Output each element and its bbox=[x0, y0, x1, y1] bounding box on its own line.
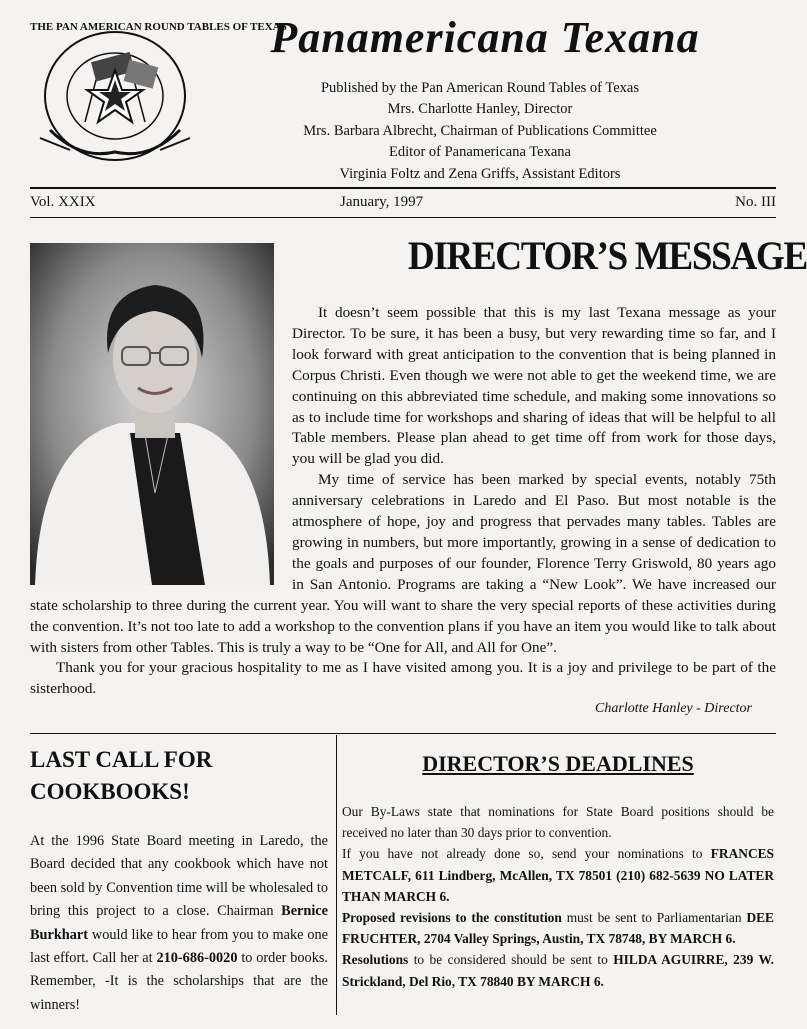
organization-logo bbox=[30, 21, 287, 170]
director-signature: Charlotte Hanley - Director bbox=[595, 701, 752, 716]
deadline-text: to be considered should be sent to bbox=[408, 952, 614, 968]
cookbooks-text: would like to hear from you to make one last effort. Call her at bbox=[30, 926, 328, 967]
header-divider-bottom bbox=[30, 217, 776, 218]
resolutions-address: HILDA AGUIRRE, 239 W. Strickland, Del Rio, TX 78840 BY MARCH 6. bbox=[342, 952, 774, 989]
deadline-paragraph bbox=[342, 907, 774, 949]
publisher-line: Mrs. Barbara Albrecht, Chairman of Publications Committee bbox=[303, 122, 657, 139]
publisher-line: Virginia Foltz and Zena Griffs, Assistant Editors bbox=[339, 165, 621, 182]
publisher-line: Mrs. Charlotte Hanley, Director bbox=[387, 101, 573, 118]
nomination-address: FRANCES METCALF, 611 Lindberg, McAllen, TX 78501 (210) 682-5639 NO LATER THAN MARCH 6. bbox=[342, 846, 774, 904]
deadline-text: must be sent to Parliamentarian bbox=[561, 910, 747, 926]
publisher-line: Editor of Panamericana Texana bbox=[389, 144, 571, 161]
constitution-address: DEE FRUCHTER, 2704 Valley Springs, Austin, TX 78748, BY MARCH 6. bbox=[342, 910, 774, 947]
publisher-info bbox=[230, 78, 730, 185]
directors-message-heading: DIRECTOR’S MESSAGE bbox=[407, 233, 807, 278]
cookbooks-text: to order books. Remember, -It is the scholarships that are the winners! bbox=[30, 950, 328, 1013]
cookbooks-body bbox=[30, 830, 328, 1017]
section-divider bbox=[30, 733, 776, 734]
deadline-paragraph: Our By-Laws state that nominations for State Board positions should be received no later than 30 days prior to convention. bbox=[342, 804, 774, 841]
issue-number: No. III bbox=[735, 194, 776, 210]
chairman-name: Bernice Burkhart bbox=[30, 903, 328, 943]
directors-message-body bbox=[30, 303, 776, 700]
cookbooks-text: At the 1996 State Board meeting in Laredo, the Board decided that any cookbook which have not been sold by Convention time will be wholesaled to bring this project to a close. Chairman bbox=[30, 833, 328, 920]
cookbooks-heading-line: COOKBOOKS! bbox=[30, 779, 190, 804]
deadlines-body bbox=[342, 801, 774, 992]
issue-date: January, 1997 bbox=[340, 194, 424, 210]
deadline-paragraph bbox=[342, 843, 774, 907]
header-divider-top bbox=[30, 187, 776, 189]
cookbooks-heading-line: LAST CALL FOR bbox=[30, 747, 213, 772]
message-paragraph: It doesn’t seem possible that this is my last Texana message as your Director. To be sure, it has been a busy, but very rewarding time so far, and I look forward with great anticipation to the convention that is being planned in Corpus Christi. Even though we were not able to get the weekend time, we are continuing on this abbreviated time schedule, and making some innovations so as to include time for workshops and sharing of ideas that will be helpful to all Table members. Please plan ahead to get time off from work for those days, you will be glad you did. bbox=[292, 304, 776, 468]
phone-number: 210-686-0020 bbox=[156, 950, 238, 967]
publisher-line: Published by the Pan American Round Tables of Texas bbox=[320, 80, 639, 96]
deadline-lead: Proposed revisions to the constitution bbox=[342, 910, 562, 926]
cookbooks-heading bbox=[30, 744, 330, 808]
newsletter-title: Panamericana Texana bbox=[270, 13, 700, 62]
deadlines-heading: DIRECTOR’S DEADLINES bbox=[422, 751, 694, 776]
message-paragraph: My time of service has been marked by special events, notably 75th anniversary celebrations in Laredo and El Paso. But most notable is the atmosphere of hope, joy and progress that pervades many tables. Tables are growing in numbers, but more importantly, growing in a sense of dedication to the goals and purposes of our founder, Florence Terry Griswold, 80 years ago in San Antonio. Programs are taking a “New Look”. We have increased our state scholarship to three during the current year. You will want to share the very special reports of these activities during the convention. It’s not too late to add a workshop to the convention plans if you have an item you would like to talk about with sisters from other Tables. This is truly a way to be “One for All, and All for One”. bbox=[30, 471, 776, 656]
deadline-text: If you have not already done so, send your nominations to bbox=[342, 846, 711, 862]
photo-spacer bbox=[30, 303, 292, 595]
volume-number: Vol. XXIX bbox=[30, 194, 96, 210]
deadline-lead: Resolutions bbox=[342, 952, 409, 968]
deadline-paragraph bbox=[342, 949, 774, 991]
column-divider bbox=[336, 735, 337, 1015]
message-paragraph: Thank you for your gracious hospitality to me as I have visited among you. It is a joy and privilege to be part of the sisterhood. bbox=[30, 659, 776, 698]
logo-ring-text: THE PAN AMERICAN ROUND TABLES OF TEXAS bbox=[30, 21, 287, 33]
